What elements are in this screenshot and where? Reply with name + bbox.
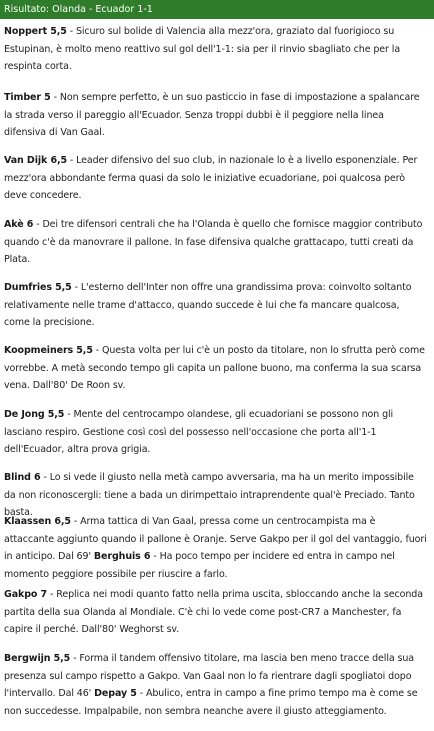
player-rating-text: - L'esterno dell'Inter non offre una grandissima prova: coinvolto soltanto relativamente nelle trame d'attacco, quando succede è lui che fa mancare qualcosa, come la precisione. — [4, 282, 412, 328]
player-name-vote: Akè 6 — [4, 219, 34, 230]
player-rating-text: - Dei tre difensori centrali che ha l'Olanda è quello che fornisce maggior contributo quando c'è da manovrare il pallone. In fase difensiva qualche grattacapo, tutti creati da Plata. — [4, 219, 423, 265]
player-name-vote: Van Dijk 6,5 — [4, 155, 67, 166]
player-rating-text: - Lo si vede il giusto nella metà campo avversaria, ma ha un merito impossibile da non riconoscergli: tiene a bada un dirimpettaio intraprendente qual'è Preciado. Tanto basta. — [4, 472, 415, 518]
player-name-vote: Klaassen 6,5 — [4, 516, 71, 527]
player-rating-text: - Forma il tandem offensivo titolare, ma lascia ben meno tracce della sua presenza sul campo rispetto a Gakpo. Van Gaal non lo fa rientrare dagli spogliatoi dopo l'intervallo. Dal 46' — [4, 653, 415, 699]
player-rating — [4, 586, 428, 639]
player-name-vote: Dumfries 5,5 — [4, 282, 72, 293]
substitute-rating-text: - Ha poco tempo per incidere ed entra in campo nel momento peggiore possibile per riuscire a farlo. — [4, 551, 395, 580]
player-rating-text: - Questa volta per lui c'è un posto da titolare, non lo sfrutta però come vorrebbe. A metà secondo tempo gli capita un pallone buono, ma conferma la sua scarsa vena. Dall'80' De Roon sv. — [4, 345, 425, 391]
player-rating — [4, 650, 428, 720]
player-name-vote: Gakpo 7 — [4, 589, 48, 600]
match-result-header — [0, 0, 434, 19]
player-rating-text: - Sicuro sul bolide di Valencia alla mezz'ora, graziato dal fuorigioco su Estupinan, è molto meno reattivo sul gol dell'1-1: sia per il rinvio sbagliato che per la respinta corta. — [4, 26, 401, 72]
substitute-name-vote: Depay 5 — [94, 688, 137, 699]
player-name-vote: Bergwijn 5,5 — [4, 653, 71, 664]
player-rating — [4, 342, 428, 395]
player-name-vote: Timber 5 — [4, 92, 51, 103]
player-name-vote: Koopmeiners 5,5 — [4, 345, 93, 356]
player-rating-text: - Mente del centrocampo olandese, gli ecuadoriani se possono non gli lasciano respiro. Gestione così così del possesso nell'occasione che porta all'1-1 dell'Ecuador, altra prova grigia. — [4, 409, 394, 455]
player-rating — [4, 406, 428, 459]
player-rating — [4, 152, 428, 205]
player-rating — [4, 216, 428, 269]
player-rating-text: - Non sempre perfetto, è un suo pasticcio in fase di impostazione a spalancare la strada verso il pareggio all'Ecuador. Senza troppi dubbi è il peggiore nella linea difensiva di Van Gaal. — [4, 92, 420, 138]
player-name-vote: De Jong 5,5 — [4, 409, 65, 420]
player-rating — [4, 89, 428, 142]
player-rating — [4, 23, 428, 76]
player-rating-text: - Replica nei modi quanto fatto nella prima uscita, sbloccando anche la seconda partita della sua Olanda al Mondiale. C'è chi lo vede come post-CR7 a Manchester, fa capire il perché. Dall'80' Weghorst sv. — [4, 589, 423, 635]
player-rating-text: - Leader difensivo del suo club, in nazionale lo è a livello esponenziale. Per mezz'ora abbondante ferma quasi da solo le iniziative ecuadoriane, poi qualcosa però deve concedere. — [4, 155, 418, 201]
player-rating — [4, 279, 428, 332]
substitute-rating-text: - Abulico, entra in campo a fine primo tempo ma è come se non succedesse. Impalpabile, non sembra neanche avere il giusto atteggiamento. — [4, 688, 418, 717]
player-rating-text: - Arma tattica di Van Gaal, pressa come un centrocampista ma è attaccante aggiunto quando il pallone è Oranje. Serve Gakpo per il gol del vantaggio, fuori in anticipo. Dal 69' — [4, 516, 427, 562]
player-name-vote: Blind 6 — [4, 472, 41, 483]
substitute-name-vote: Berghuis 6 — [93, 551, 151, 562]
player-rating — [4, 513, 428, 583]
match-result-text: Risultato: Olanda - Ecuador 1-1 — [4, 4, 153, 15]
player-name-vote: Noppert 5,5 — [4, 26, 67, 37]
